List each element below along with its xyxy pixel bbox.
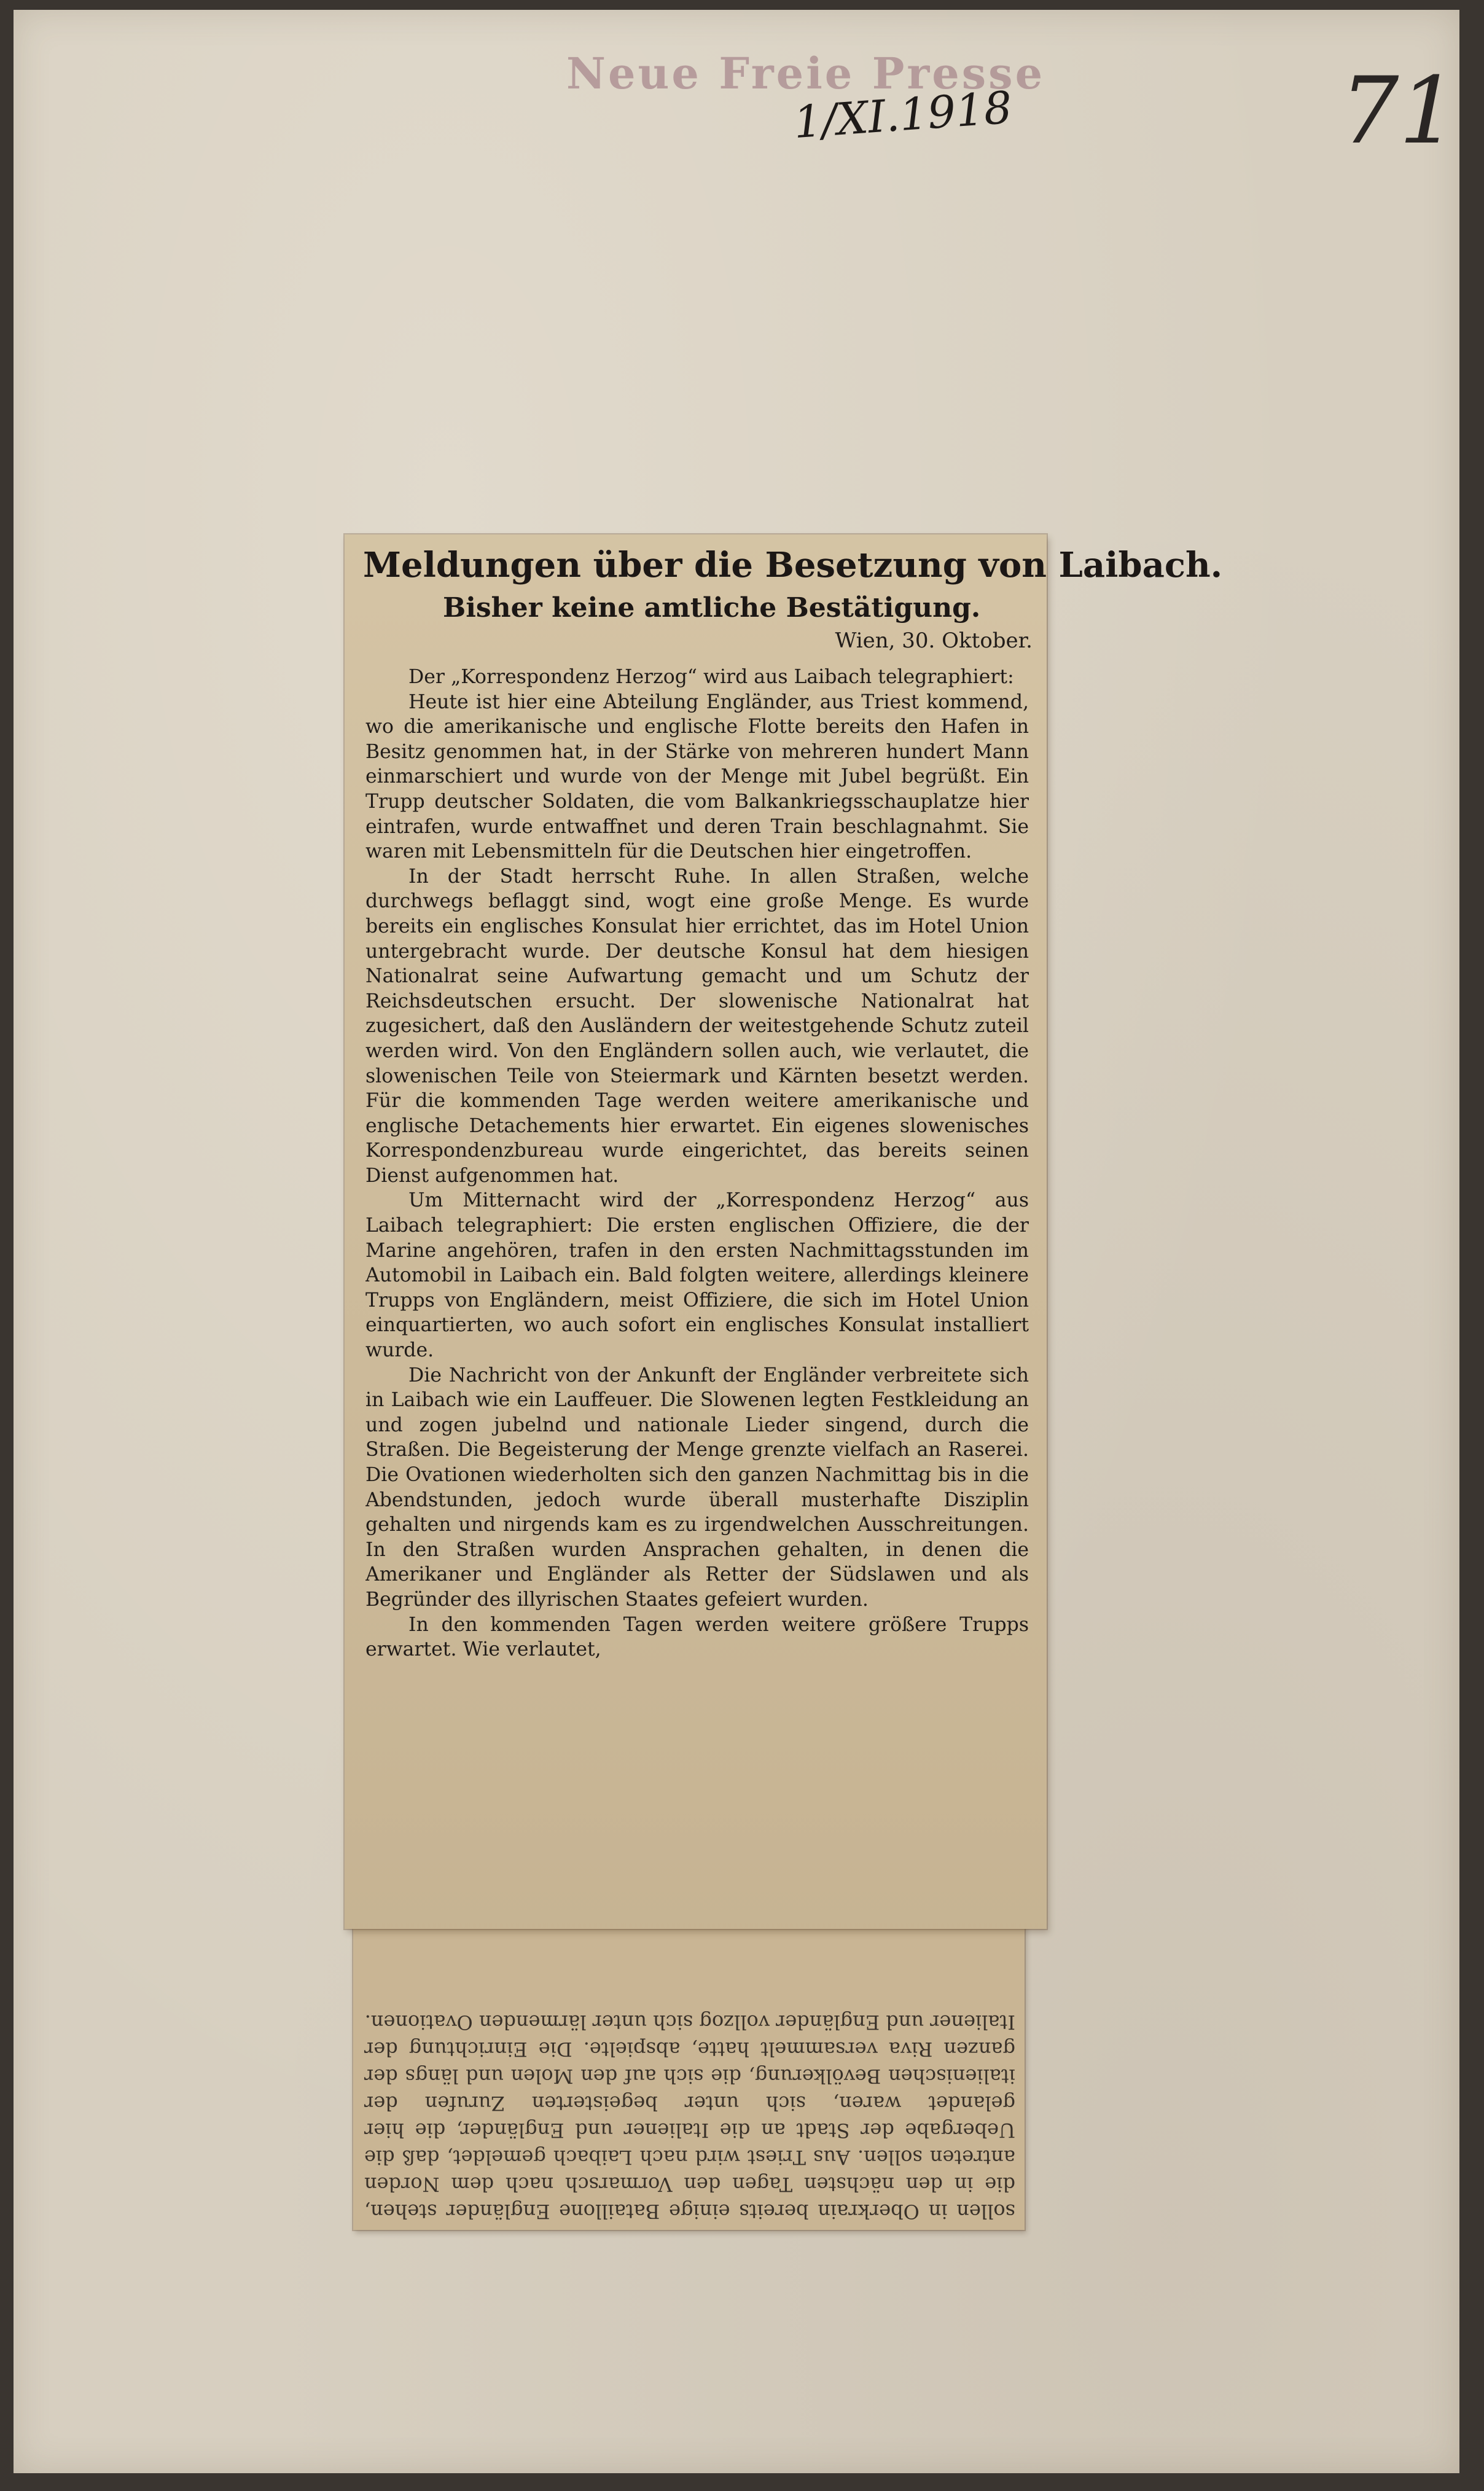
article-paragraph: Die Nachricht von der Ankunft der Engländer verbreitete sich in Laibach wie ein Lauffeuer. Die Slowenen legten Festkleidung an und zogen jubelnd und nationale Lieder singend, durch die Straßen. Die Begeisterung der Menge grenzte vielfach an Raserei. Die Ovationen wiederholten sich den ganzen Nachmittag bis in die Abendstunden, jedoch wurde überall musterhafte Disziplin gehalten und nirgends kam es zu irgendwelchen Ausschreitungen. In den Straßen wurden Ansprachen gehalten, in denen die Amerikaner und Engländer als Retter der Südslawen und als Begründer des illyrischen Staates gefeiert wurden.	[365, 1364, 1029, 1611]
upside-down-continuation: sollen in Oberkrain bereits einige Bataillone Engländer stehen, die in den nächsten Tagen den Vormarsch nach dem Norden antreten sollen. Aus Triest wird nach Laibach gemeldet, daß die Uebergabe der Stadt an die Italiener und Engländer, die hier gelandet waren, sich unter begeisterten Zurufen der italienischen Bevölkerung, die sich auf den Molen und längs der ganzen Riva versammelt hatte, abspielte. Die Einrichtung der Italiener und Engländer vollzog sich unter lärmenden Ovationen.	[364, 2011, 1015, 2223]
article-paragraph: In der Stadt herrscht Ruhe. In allen Straßen, welche durchwegs beflaggt sind, wogt eine große Menge. Es wurde bereits ein englisches Konsulat hier errichtet, das im Hotel Union untergebracht wurde. Der deutsche Konsul hat dem hiesigen Nationalrat seine Aufwartung gemacht und um Schutz der Reichsdeutschen ersucht. Der slowenische Nationalrat hat zugesichert, daß den Ausländern der weitestgehende Schutz zuteil werden wird. Von den Engländern sollen auch, wie verlautet, die slowenischen Teile von Steiermark und Kärnten besetzt werden. Für die kommenden Tage werden weitere amerikanische und englische Detachements hier erwartet. Ein eigenes slowenisches Korrespondenzbureau wurde eingerichtet, das bereits seinen Dienst aufgenommen hat.	[365, 865, 1029, 1187]
article-paragraph: Um Mitternacht wird der „Korrespondenz Herzog“ aus Laibach telegraphiert: Die ersten englischen Offiziere, die der Marine angehören, trafen in den ersten Nachmittagsstunden im Automobil in Laibach ein. Bald folgten weitere, allerdings kleinere Trupps von Engländern, meist Offiziere, die sich im Hotel Union einquartierten, wo auch sofort ein englisches Konsulat installiert wurde.	[365, 1189, 1029, 1362]
article-body	[365, 665, 1029, 1918]
article-subhead: Bisher keine amtliche Bestätigung.	[443, 592, 981, 624]
handwritten-date: 1/XI.1918	[792, 81, 1014, 149]
handwritten-page-number: 71	[1340, 58, 1458, 165]
clipping-lower-strip	[353, 1910, 1025, 2230]
newspaper-stamp: Neue Freie Presse	[566, 48, 1045, 99]
article-paragraph: In den kommenden Tagen werden weitere größere Trupps erwartet. Wie verlautet,	[365, 1613, 1029, 1661]
article-dateline: Wien, 30. Oktober.	[835, 628, 1033, 653]
article-paragraph: Der „Korrespondenz Herzog“ wird aus Laibach telegraphiert:	[408, 666, 1014, 688]
article-headline: Meldungen über die Besetzung von Laibach.	[363, 545, 1223, 585]
newspaper-clipping	[345, 534, 1223, 1929]
article-paragraph: Heute ist hier eine Abteilung Engländer, aus Triest kommend, wo die amerikanische und englische Flotte bereits den Hafen in Besitz genommen hat, in der Stärke von mehreren hundert Mann einmarschiert und wurde von der Menge mit Jubel begrüßt. Ein Trupp deutscher Soldaten, die vom Balkankriegsschauplatze hier eintrafen, wurde entwaffnet und deren Train beschlagnahmt. Sie waren mit Lebensmitteln für die Deutschen hier eingetroffen.	[365, 690, 1029, 863]
